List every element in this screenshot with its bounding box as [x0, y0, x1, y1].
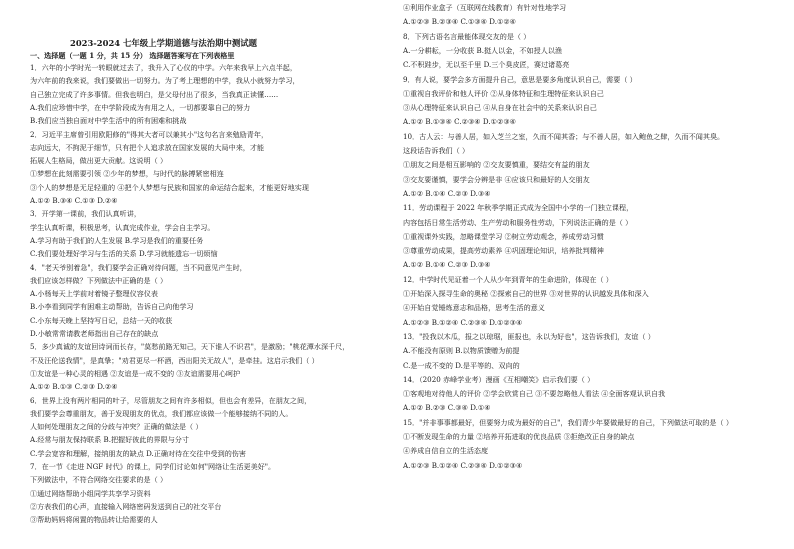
text-line: 15．"并非事事都最好，但要努力成为最好的自己"，我们青少年要做最好的自己，下列做法可取的是（ ） — [403, 417, 733, 427]
text-line: 8．下列古语名言最能体现交友的是（ ） — [403, 31, 531, 41]
text-line: 10．古人云：与善人居，如入芝兰之室，久而不闻其香；与不善人居，如入鲍鱼之肆，久而不闻其臭。 — [403, 131, 725, 141]
text-line: A.①② B.②③ C.③④ D.①④ — [403, 403, 491, 413]
text-line: ③帮助妈妈将闲置的物品转让给需要的人 — [30, 515, 158, 525]
text-line: ④养成自信自立的生活态度 — [403, 446, 489, 456]
text-line: 自己独立完成了许多事情。但我也明白，是父母付出了很多，当我真正读懂…… — [30, 89, 279, 99]
text-line: 2．习近平主席曾引用欧阳修的"得其大者可以兼其小"这句名言来勉励青年， — [30, 129, 269, 139]
text-line: ①重视自我评价和他人评价 ②从身体特征和生理特征来认识自己 — [403, 88, 604, 98]
text-line: A.①② B.①④ C.②③ D.③④ — [403, 188, 491, 198]
text-line: C.是一成不变的 D.是平等的、双向的 — [403, 360, 520, 370]
text-line: 4．"老天爷别着急"，我们要学会正确对待问题，当不同意见产生时， — [30, 262, 247, 272]
text-line: A.经常与朋友保持联系 B.把握好彼此的界限与分寸 — [30, 435, 189, 445]
text-line: 14．（2020 赤峰学业考）漫画《互相嘲笑》启示我们要（ ） — [403, 374, 595, 384]
text-line: A.①② B.①③ C.②③ D.②④ — [30, 382, 118, 392]
text-line: 11．劳动课程于 2022 年秋季学期正式成为全国中小学的一门独立课程， — [403, 203, 634, 213]
text-line: A.①②③ B.①②④ C.②③④ D.①②③④ — [403, 460, 523, 470]
text-line: 7．在一节《走进 NGF 时代》的课上，同学们讨论如何"网络让生活更美好"。 — [30, 462, 276, 471]
text-line: ①通过网络帮助小组同学共享学习资料 — [30, 488, 151, 498]
text-line: C.学会宽容和理解，接纳朋友的缺点 D.正确对待在交往中受到的伤害 — [30, 448, 246, 458]
text-line: ①不断发现生命的力量 ②培养开拓进取的优良品质 ③拒绝改正自身的缺点 — [403, 432, 635, 441]
text-line: ①友谊是一种心灵的相遇 ②友谊是一成不变的 ③友谊需要用心呵护 — [30, 368, 241, 378]
text-line: 下列做法中，不符合网络交往要求的是（ ） — [30, 475, 168, 485]
text-line: A.我们应珍惜中学，在中学阶段成为有用之人，一切都要靠自己的努力 — [30, 102, 251, 112]
text-line: ④开始自觉锤炼意志和品格，思考生活的意义 — [403, 303, 545, 313]
text-line: A.一分耕耘，一分收获 B.挺人以金，不如授人以渔 — [403, 45, 562, 55]
text-line: 这段话告诉我们（ ） — [403, 146, 470, 155]
text-line: A.不能没有原则 B.以物质馈赠为前提 — [403, 346, 520, 356]
text-line: C.不积跬步，无以至千里 D.三个臭皮匠，赛过诸葛亮 — [403, 60, 570, 70]
exam-title: 2023-2024 七年级上学期道德与法治期中测试题 — [70, 38, 258, 48]
text-line: 不及汪伦送我情"，是真挚；"劝君更尽一杯酒，西出阳关无故人"，是牵挂。这启示我们（ ） — [30, 355, 319, 365]
text-line: A.①②③ B.②③④ C.①③④ D.①②④ — [403, 17, 517, 27]
text-line: B.小李看到同学有困难主动帮助，告诉自己向他学习 — [30, 302, 194, 312]
text-line: 我们要学会尊重朋友，善于发现朋友的优点，我们都应该做一个能够接纳不同的人。 — [30, 408, 293, 418]
text-line: 6．世界上没有两片相同的叶子，尽管朋友之间有许多相似，但也会有差异，在朋友之间， — [30, 395, 312, 405]
text-line: ①客观地对待他人的评价 ②学会欣赏自己 ③不要忽略他人看法 ④全面客观认识自我 — [403, 389, 666, 399]
text-line: 志向远大，不拘泥于细节，只有把个人追求放在国家发展的大局中来，才能 — [30, 142, 265, 152]
text-line: ③尊重劳动成果，提高劳动素养 ④巩固理论知识，培养批判精神 — [403, 246, 604, 256]
text-line: A.学习有助于我们的人生发展 B.学习是我们的重要任务 — [30, 235, 204, 245]
text-line: 拓展人生格局，做出更大贡献。这说明（ ） — [30, 156, 168, 166]
text-line: A.①② B.③④ C.①③ D.②④ — [30, 196, 118, 205]
text-line: A.①② B.①④ C.②③ D.③④ — [403, 260, 491, 270]
text-line: C.我们要处理好学习与生活的关系 D.学习就能遗忘一切烦恼 — [30, 249, 218, 259]
text-line: 为六年前的我来说，我们要做出一切努力。为了考上理想的中学，我从小就努力学习， — [30, 76, 300, 86]
text-line: 学生认真听课，积极思考，认真完成作业，学会自主学习。 — [30, 222, 215, 232]
text-line: 3．开学第一课前，我们认真听讲， — [30, 209, 141, 219]
text-line: 人如何处理朋友之间的分歧与冲突？正确的做法是（ ） — [30, 422, 203, 432]
text-line: A.①② B.①③④ C.②③④ D.①②③④ — [403, 117, 517, 127]
text-line: 内容包括日常生活劳动、生产劳动和服务性劳动，下列说法正确的是（ ） — [403, 217, 633, 227]
text-line: ①梦想在此刻需要引领 ②少年的梦想，与时代的脉搏紧密相连 — [30, 169, 224, 179]
section-header: 一、选择题（一题 1 分，共 15 分） 选择题答案写在下列表格里 — [30, 51, 235, 60]
text-line: A.小杨每天上学前对着镜子整理仪容仪表 — [30, 289, 158, 299]
text-line: 13．"投我以木瓜，报之以琼琚，匪报也，永以为好也"，这告诉我们，友谊（ ） — [403, 331, 655, 341]
text-line: ③从心理特征来认识自己 ④从自身在社会中的关系来认识自己 — [403, 103, 597, 113]
text-line: ①重视课外实践，忽略课堂学习 ②树立劳动观念，养成劳动习惯 — [403, 231, 604, 241]
text-line: 9．有人说，要学会多方面提升自己，意思是要多角度认识自己，需要（ ） — [403, 74, 637, 84]
text-line: 12．中学时代见证着一个人从少年到青年的生命进阶，体现在（ ） — [403, 274, 613, 284]
text-line: ①朋友之间是相互影响的 ②交友要慎重，要结交有益的朋友 — [403, 160, 590, 170]
text-line: 1．六年的小学时光一转眼就过去了，我升入了心仪的中学。六年来我早上六点半起， — [30, 63, 297, 72]
text-line: B.我们应当独自面对中学生活中的所有困难和挑战 — [30, 116, 187, 126]
text-line: ③交友要谨慎，要学会分辨是非 ④应该只和最好的人交朋友 — [403, 174, 590, 184]
text-line: 5．多少真诚的友谊回诗词而长存，"莫愁前路无知己，天下谁人不识君"，是激励；"桃花潭水深千尺， — [30, 342, 350, 352]
text-line: D.小敏常常请教老师指出自己存在的缺点 — [30, 329, 159, 338]
text-line: ④利用作业盒子（互联网在线教育）有针对性地学习 — [403, 3, 567, 12]
text-line: ①开始深入探寻生命的奥秘 ②探索自己的世界 ③对世界的认识越发具体和深入 — [403, 289, 649, 298]
text-line: A.①②③ B.①②④ C.②③④ D.①②③④ — [403, 317, 523, 327]
text-line: ③个人的梦想是无足轻重的 ④把个人梦想与民族和国家的命运结合起来，才能更好地实现 — [30, 182, 309, 192]
text-line: C.小东每天晚上坚持写日记，总结一天的收获 — [30, 315, 173, 325]
text-line: ②方表我们的心声，直接输入网络密码发送到自己的社交平台 — [30, 501, 222, 511]
text-line: 我们应该怎样做？下列做法中正确的是（ ） — [30, 275, 168, 285]
